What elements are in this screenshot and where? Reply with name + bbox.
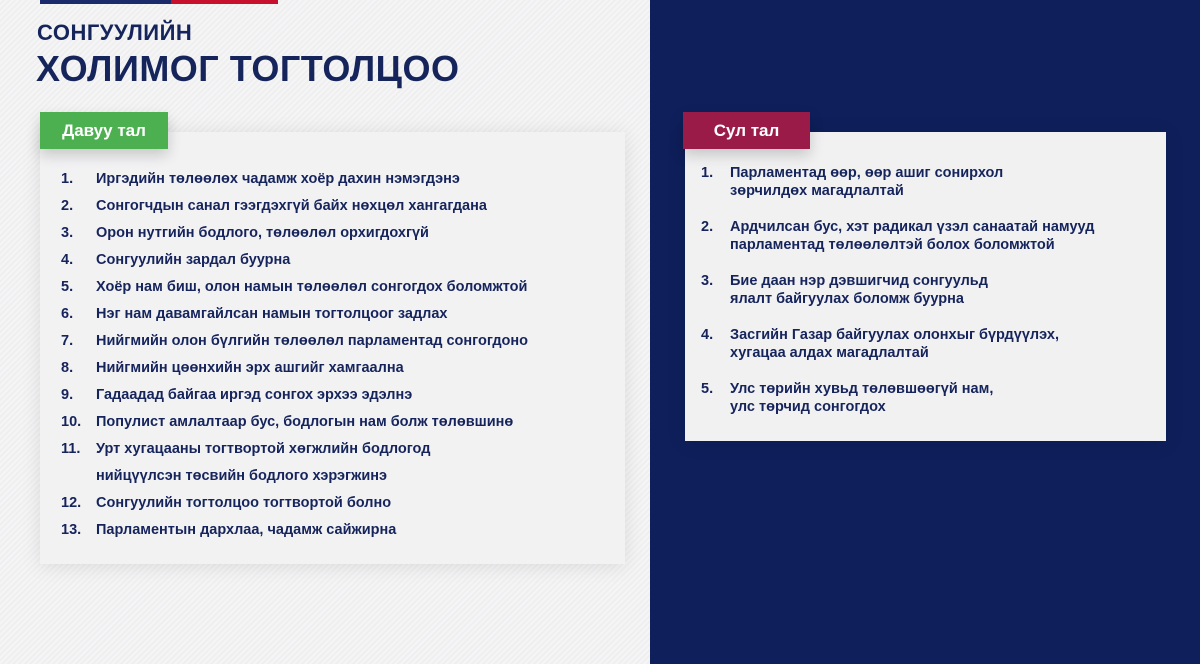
disadvantage-item bbox=[701, 326, 1161, 362]
advantage-item bbox=[61, 490, 621, 517]
list-item-number: 4. bbox=[61, 252, 74, 268]
list-item-number: 5. bbox=[61, 279, 74, 295]
list-item-text: Хоёр нам биш, олон намын төлөөлөл сонгогдох боломжтой bbox=[96, 279, 528, 295]
list-item-number: 1. bbox=[61, 171, 74, 187]
disadvantage-item bbox=[701, 380, 1161, 416]
list-item-number: 10. bbox=[61, 414, 82, 430]
disadvantage-item bbox=[701, 272, 1161, 308]
list-item-number: 6. bbox=[61, 306, 74, 322]
list-item-text: Сонгогчдын санал гээгдэхгүй байх нөхцөл хангагдана bbox=[96, 198, 487, 214]
advantage-item bbox=[61, 220, 621, 247]
list-item-text: Парламентын дархлаа, чадамж сайжирна bbox=[96, 522, 397, 538]
list-item-text: Нийгмийн олон бүлгийн төлөөлөл парламентад сонгогдоно bbox=[96, 333, 529, 349]
advantage-item bbox=[61, 382, 621, 409]
slide-subtitle: СОНГУУЛИЙН bbox=[37, 20, 193, 45]
advantage-item bbox=[61, 166, 621, 193]
list-item-text: Нийгмийн цөөнхийн эрх ашгийг хамгаална bbox=[96, 360, 404, 376]
list-item-number: 7. bbox=[61, 333, 74, 349]
advantage-item bbox=[61, 517, 621, 544]
list-item-number: 1. bbox=[701, 165, 714, 181]
advantage-item bbox=[61, 247, 621, 274]
advantage-item bbox=[61, 409, 621, 436]
disadvantage-item bbox=[701, 164, 1161, 200]
disadvantages-list bbox=[701, 164, 1161, 434]
advantage-item bbox=[61, 274, 621, 301]
list-item-text: Парламентад өөр, өөр ашиг сонирхол зөрчилдөх магадлалтай bbox=[730, 165, 1004, 199]
list-item-text: Иргэдийн төлөөлөх чадамж хоёр дахин нэмэгдэнэ bbox=[96, 171, 460, 187]
list-item-number: 3. bbox=[61, 225, 74, 241]
slide-title: ХОЛИМОГ ТОГТОЛЦОО bbox=[36, 48, 460, 89]
list-item-text: Орон нутгийн бодлого, төлөөлөл орхигдохгүй bbox=[96, 225, 429, 241]
list-item-text: Ардчилсан бус, хэт радикал үзэл санаатай намууд парламентад төлөөлөлтэй болох боломжтой bbox=[730, 219, 1095, 253]
list-item-number: 13. bbox=[61, 522, 82, 538]
advantages-list bbox=[61, 166, 621, 544]
list-item-text: Урт хугацааны тогтвортой хөгжлийн бодлогод нийцүүлсэн төсвийн бодлого хэрэгжинэ bbox=[96, 441, 431, 484]
list-item-number: 5. bbox=[701, 381, 714, 397]
list-item-text: Сонгуулийн зардал буурна bbox=[96, 252, 291, 268]
list-item-number: 4. bbox=[701, 327, 714, 343]
list-item-text: Сонгуулийн тогтолцоо тогтвортой болно bbox=[96, 495, 392, 511]
advantage-item bbox=[61, 193, 621, 220]
list-item-text: Гадаадад байгаа иргэд сонгох эрхээ эдэлнэ bbox=[96, 387, 413, 403]
advantages-label: Давуу тал bbox=[40, 112, 168, 149]
advantage-item bbox=[61, 328, 621, 355]
list-item-text: Бие даан нэр дэвшигчид сонгуульд ялалт байгуулах боломж буурна bbox=[730, 273, 988, 307]
list-item-number: 9. bbox=[61, 387, 74, 403]
list-item-text: Нэг нам давамгайлсан намын тогтолцоог задлах bbox=[96, 306, 448, 322]
list-item-number: 3. bbox=[701, 273, 714, 289]
advantage-item bbox=[61, 436, 621, 490]
top-accent-bar bbox=[40, 0, 278, 4]
list-item-number: 12. bbox=[61, 495, 82, 511]
list-item-text: Засгийн Газар байгуулах олонхыг бүрдүүлэх, хугацаа алдах магадлалтай bbox=[730, 327, 1059, 361]
advantage-item bbox=[61, 355, 621, 382]
list-item-text: Улс төрийн хувьд төлөвшөөгүй нам, улс төрчид сонгогдох bbox=[730, 381, 994, 415]
list-item-text: Популист амлалтаар бус, бодлогын нам болж төлөвшинө bbox=[96, 414, 514, 430]
disadvantages-label: Сул тал bbox=[683, 112, 810, 149]
list-item-number: 8. bbox=[61, 360, 74, 376]
advantage-item bbox=[61, 301, 621, 328]
list-item-number: 2. bbox=[61, 198, 74, 214]
list-item-number: 2. bbox=[701, 219, 714, 235]
list-item-number: 11. bbox=[61, 441, 81, 457]
disadvantage-item bbox=[701, 218, 1161, 254]
